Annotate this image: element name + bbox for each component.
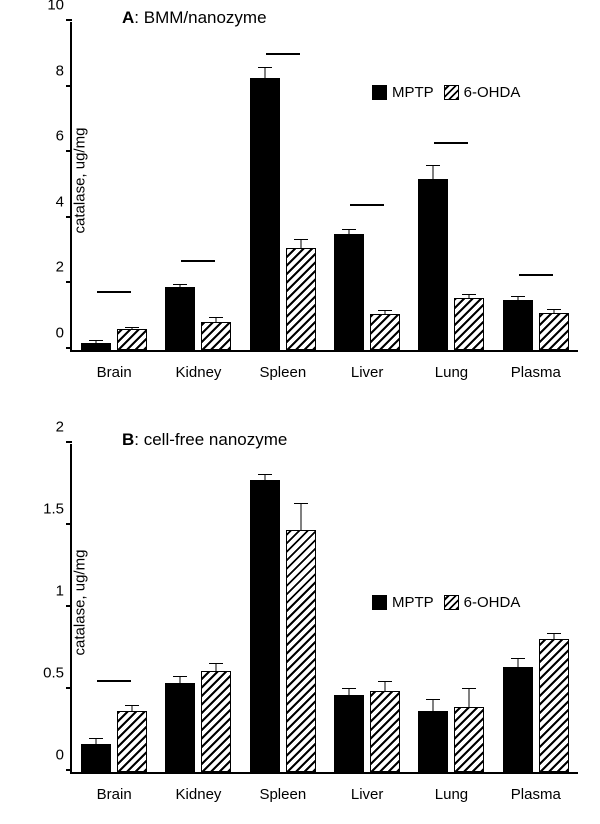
legend-item-6-ohda xyxy=(444,84,521,101)
significance-marker xyxy=(350,204,384,206)
error-bar-cap xyxy=(294,239,308,240)
error-bar xyxy=(180,677,181,684)
error-bar xyxy=(469,295,470,299)
y-tick-label: 2 xyxy=(55,418,64,436)
panel-a-title-text: : BMM/nanozyme xyxy=(134,8,267,27)
error-bar-cap xyxy=(342,229,356,230)
bar-wrapper xyxy=(250,444,280,772)
bar-wrapper xyxy=(286,444,316,772)
error-bar xyxy=(349,689,350,696)
significance-marker xyxy=(97,680,131,682)
error-bar-cap xyxy=(173,676,187,677)
bar-group xyxy=(156,22,240,381)
bar-kidney-mptp xyxy=(165,287,195,350)
bar-wrapper xyxy=(334,444,364,772)
y-tick-label: 10 xyxy=(47,0,64,14)
error-bar-cap xyxy=(426,165,440,166)
bar-group xyxy=(241,444,325,803)
error-bar xyxy=(132,328,133,330)
legend-label: MPTP xyxy=(392,84,434,101)
bar-wrapper xyxy=(81,22,111,350)
panel-b-y-axis-label: catalase, ug/mg xyxy=(71,549,89,656)
legend-label: 6-OHDA xyxy=(463,594,521,611)
y-tick-label: 2 xyxy=(55,258,64,276)
bar-kidney-6-ohda xyxy=(201,322,231,350)
bar-group xyxy=(72,444,156,803)
bar-wrapper xyxy=(539,22,569,350)
bar-liver-mptp xyxy=(334,695,364,772)
bar-spleen-6-ohda xyxy=(286,530,316,772)
error-bar xyxy=(264,475,265,481)
y-tick-label: 0 xyxy=(55,746,64,764)
error-bar-cap xyxy=(462,294,476,295)
y-tick-label: 0 xyxy=(55,324,64,342)
error-bar xyxy=(385,682,386,692)
error-bar-cap xyxy=(511,658,525,659)
error-bar-cap xyxy=(294,503,308,504)
y-tick-mark xyxy=(66,441,72,443)
bar-wrapper xyxy=(418,22,448,350)
x-tick-label-lung: Lung xyxy=(434,786,469,803)
significance-marker xyxy=(181,260,215,262)
significance-marker xyxy=(434,142,468,144)
bar-kidney-6-ohda xyxy=(201,671,231,772)
legend-item-mptp xyxy=(372,594,434,611)
error-bar-cap xyxy=(378,310,392,311)
significance-marker xyxy=(519,274,553,276)
error-bar xyxy=(96,341,97,344)
error-bar xyxy=(553,634,554,641)
chart-panel-a xyxy=(0,0,600,400)
y-tick-label: 0.5 xyxy=(43,664,64,682)
bar-lung-mptp xyxy=(418,179,448,350)
bar-brain-6-ohda xyxy=(117,329,147,350)
error-bar xyxy=(216,318,217,323)
error-bar xyxy=(553,310,554,314)
y-tick-label: 8 xyxy=(55,62,64,80)
bar-wrapper xyxy=(81,444,111,772)
bar-spleen-mptp xyxy=(250,78,280,350)
legend-swatch-6-ohda xyxy=(444,595,459,610)
legend-swatch-6-ohda xyxy=(444,85,459,100)
bar-wrapper xyxy=(334,22,364,350)
error-bar-cap xyxy=(342,688,356,689)
error-bar-cap xyxy=(209,663,223,664)
panel-a-y-axis-label: catalase, ug/mg xyxy=(71,127,89,234)
error-bar xyxy=(132,706,133,712)
error-bar-cap xyxy=(511,296,525,297)
bar-wrapper xyxy=(539,444,569,772)
error-bar xyxy=(216,664,217,672)
bar-wrapper xyxy=(117,444,147,772)
bar-liver-6-ohda xyxy=(370,314,400,350)
chart-panel-b xyxy=(0,414,600,824)
bar-wrapper xyxy=(370,22,400,350)
bar-plasma-6-ohda xyxy=(539,313,569,350)
error-bar xyxy=(300,240,301,250)
error-bar-cap xyxy=(378,681,392,682)
y-tick-label: 1 xyxy=(55,582,64,600)
bar-liver-mptp xyxy=(334,234,364,350)
panel-b-title-text: : cell-free nanozyme xyxy=(134,430,288,449)
x-tick-label-liver: Liver xyxy=(350,364,384,381)
error-bar xyxy=(517,297,518,301)
significance-marker xyxy=(97,291,131,293)
bar-wrapper xyxy=(286,22,316,350)
bar-spleen-mptp xyxy=(250,480,280,772)
bar-wrapper xyxy=(454,22,484,350)
y-tick-mark xyxy=(66,19,72,21)
error-bar xyxy=(96,739,97,745)
bar-plasma-mptp xyxy=(503,667,533,772)
panel-b-legend xyxy=(372,594,520,611)
y-tick-label: 6 xyxy=(55,127,64,145)
bar-group xyxy=(156,444,240,803)
bar-brain-mptp xyxy=(81,343,111,350)
legend-swatch-mptp xyxy=(372,595,387,610)
error-bar-cap xyxy=(125,327,139,328)
error-bar-cap xyxy=(125,705,139,706)
error-bar-cap xyxy=(547,309,561,310)
bar-wrapper xyxy=(201,444,231,772)
x-tick-label-plasma: Plasma xyxy=(510,786,561,803)
bar-wrapper xyxy=(250,22,280,350)
error-bar xyxy=(433,700,434,712)
error-bar-cap xyxy=(462,688,476,689)
x-tick-label-spleen: Spleen xyxy=(259,364,307,381)
y-tick-label: 1.5 xyxy=(43,500,64,518)
legend-item-6-ohda xyxy=(444,594,521,611)
error-bar-cap xyxy=(258,474,272,475)
x-tick-label-brain: Brain xyxy=(96,364,132,381)
bar-group xyxy=(409,22,493,381)
error-bar-cap xyxy=(89,738,103,739)
bar-brain-mptp xyxy=(81,744,111,772)
panel-b-letter: B xyxy=(122,430,135,449)
bar-wrapper xyxy=(165,444,195,772)
error-bar-cap xyxy=(173,284,187,285)
bar-plasma-mptp xyxy=(503,300,533,350)
error-bar-cap xyxy=(426,699,440,700)
significance-marker xyxy=(266,53,300,55)
x-tick-label-kidney: Kidney xyxy=(175,364,222,381)
bar-group xyxy=(72,22,156,381)
error-bar xyxy=(264,68,265,79)
x-tick-label-lung: Lung xyxy=(434,364,469,381)
error-bar-cap xyxy=(209,317,223,318)
bar-group xyxy=(325,22,409,381)
bar-lung-mptp xyxy=(418,711,448,772)
y-tick-label: 4 xyxy=(55,193,64,211)
x-tick-label-liver: Liver xyxy=(350,786,384,803)
panel-a-legend xyxy=(372,84,520,101)
bar-brain-6-ohda xyxy=(117,711,147,773)
bar-group xyxy=(494,22,578,381)
x-tick-label-brain: Brain xyxy=(96,786,132,803)
bar-wrapper xyxy=(117,22,147,350)
panel-a-bar-groups xyxy=(72,22,578,381)
error-bar xyxy=(180,285,181,288)
bar-lung-6-ohda xyxy=(454,707,484,772)
bar-kidney-mptp xyxy=(165,683,195,772)
error-bar xyxy=(385,311,386,315)
x-tick-label-kidney: Kidney xyxy=(175,786,222,803)
error-bar xyxy=(517,659,518,668)
error-bar-cap xyxy=(89,340,103,341)
error-bar-cap xyxy=(258,67,272,68)
legend-label: 6-OHDA xyxy=(463,84,521,101)
x-tick-label-spleen: Spleen xyxy=(259,786,307,803)
bar-plasma-6-ohda xyxy=(539,639,569,772)
error-bar xyxy=(300,504,301,531)
error-bar-cap xyxy=(547,633,561,634)
legend-item-mptp xyxy=(372,84,434,101)
bar-wrapper xyxy=(201,22,231,350)
legend-label: MPTP xyxy=(392,594,434,611)
legend-swatch-mptp xyxy=(372,85,387,100)
error-bar xyxy=(433,166,434,181)
panel-a-letter: A xyxy=(122,8,135,27)
error-bar xyxy=(349,230,350,235)
x-tick-label-plasma: Plasma xyxy=(510,364,561,381)
error-bar xyxy=(469,689,470,708)
bar-wrapper xyxy=(165,22,195,350)
bar-liver-6-ohda xyxy=(370,691,400,772)
bar-wrapper xyxy=(503,22,533,350)
bar-lung-6-ohda xyxy=(454,298,484,350)
bar-spleen-6-ohda xyxy=(286,248,316,350)
bar-group xyxy=(241,22,325,381)
